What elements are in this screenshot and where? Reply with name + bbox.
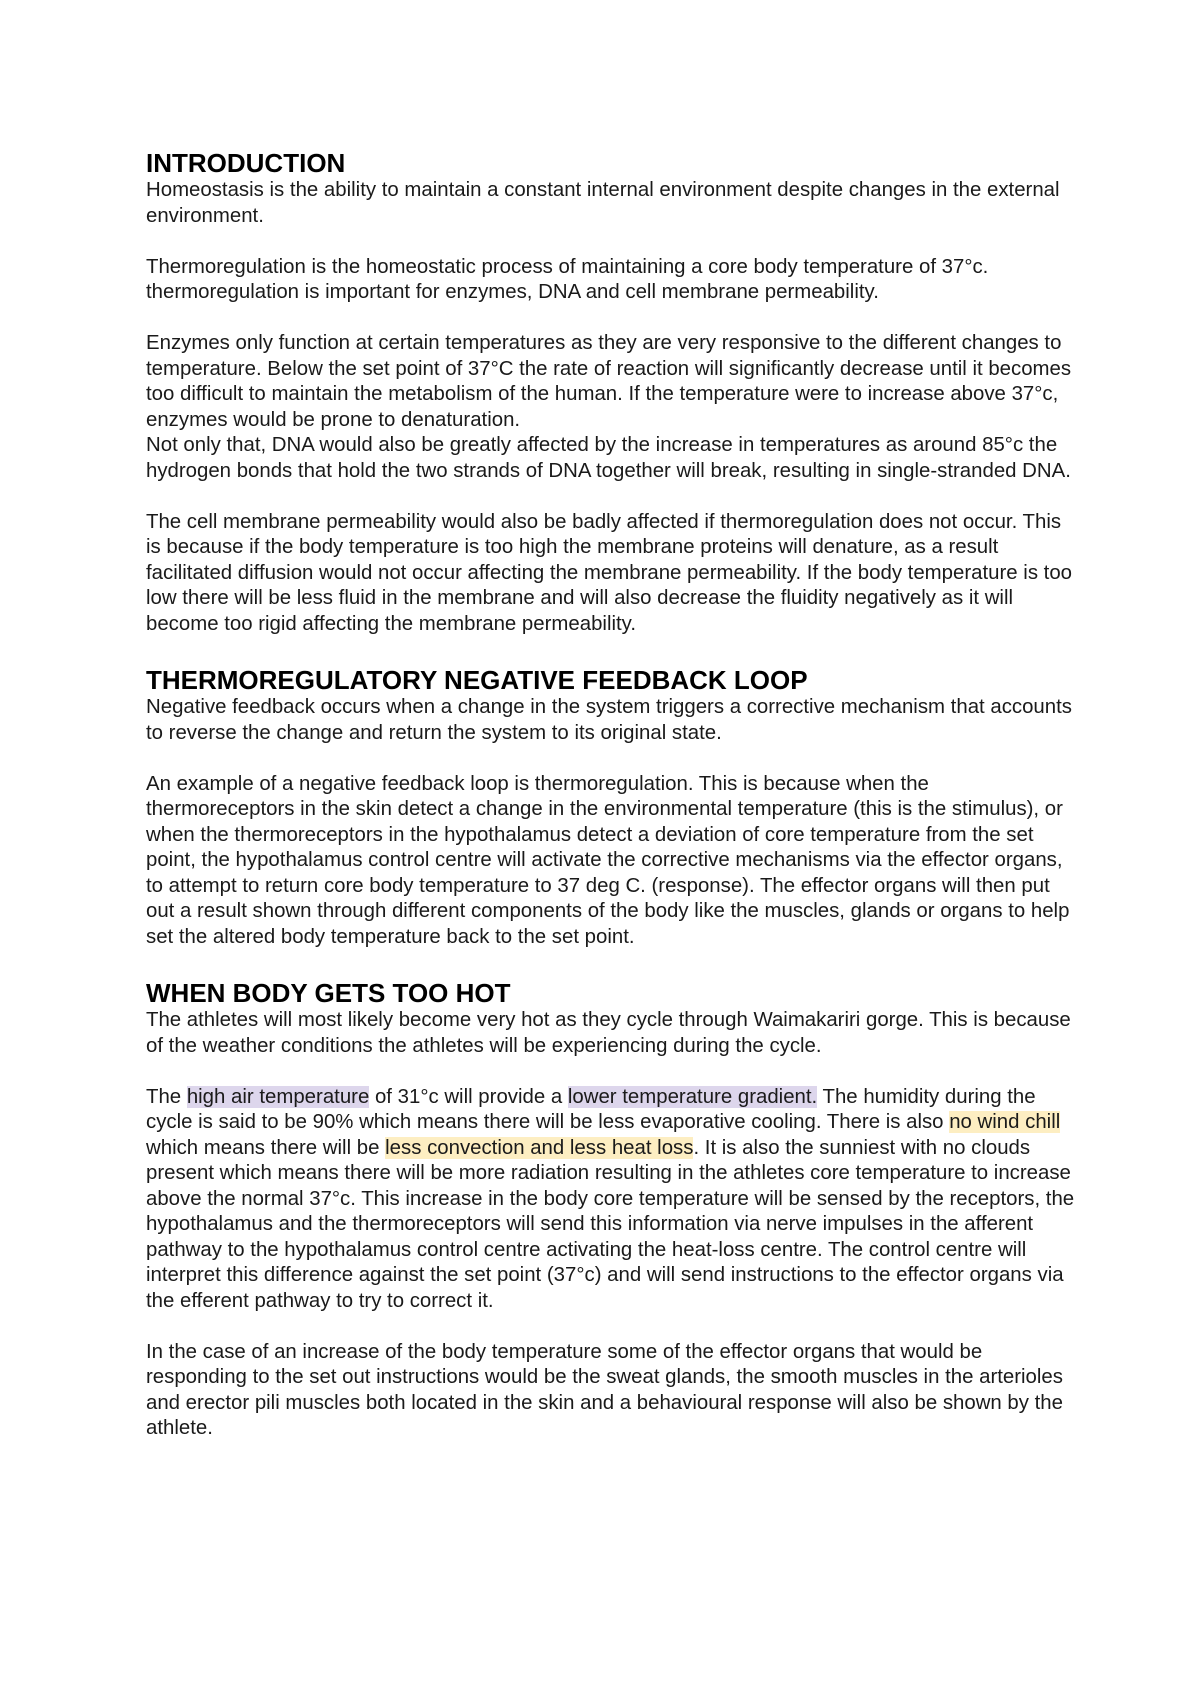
intro-paragraph-2: Thermoregulation is the homeostatic process of maintaining a core body temperature of 37°c. thermoregulation is important for enzymes, DNA and cell membrane permeability. xyxy=(146,255,989,303)
intro-paragraph-1: Homeostasis is the ability to maintain a constant internal environment despite changes in the external environment. xyxy=(146,179,1060,227)
highlight-high-air-temperature: high air temperature xyxy=(186,1085,370,1108)
feedback-paragraph-2: An example of a negative feedback loop is thermoregulation. This is because when the thermoreceptors in the skin detect a change in the environmental temperature (this is the stimulus), or when the thermoreceptors in the hypothalamus detect a deviation of core temperature from the set point, the hypothalamus control centre will activate the corrective mechanisms via the effector organs, to attempt to return core body temperature to 37 deg C. (response). The effector organs will then put out a result shown through different components of the body like the muscles, glands or organs to help set the altered body temperature back to the set point. xyxy=(146,772,1070,948)
feedback-paragraph-1: Negative feedback occurs when a change in the system triggers a corrective mechanism that accounts to reverse the change and return the system to its original state. xyxy=(146,696,1072,744)
hot-heading: WHEN BODY GETS TOO HOT xyxy=(146,978,511,1008)
intro-paragraph-5: The cell membrane permeability would also be badly affected if thermoregulation does not occur. This is because if the body temperature is too high the membrane proteins will denature, as a result facilitated diffusion would not occur affecting the membrane permeability. If the body temperature is too low there will be less fluid in the membrane and will also decrease the fluidity negatively as it will become too rigid affecting the membrane permeability. xyxy=(146,510,1073,635)
hot-p2-text-5: . It is also the sunniest with no clouds present which means there will be more radiation resulting in the athletes core temperature to increase above the normal 37°c. This increase in the body core temperature will be sensed by the receptors, the hypothalamus and the thermoreceptors will send this information via nerve impulses in the afferent pathway to the hypothalamus control centre activating the heat-loss centre. The control centre will interpret this difference against the set point (37°c) and will send instructions to the effector organs via the efferent pathway to try to correct it. xyxy=(146,1136,1075,1312)
intro-paragraph-3: Enzymes only function at certain temperatures as they are very responsive to the different changes to temperature. Below the set point of 37°C the rate of reaction will significantly decrease until it becomes too difficult to maintain the metabolism of the human. If the temperature were to increase above 37°c, enzymes would be prone to denaturation. xyxy=(146,332,1072,431)
hot-p2-text-4: which means there will be xyxy=(146,1136,386,1159)
intro-paragraph-4: Not only that, DNA would also be greatly affected by the increase in temperatures as around 85°c the hydrogen bonds that hold the two strands of DNA together will break, resulting in single-stranded DNA. xyxy=(146,434,1071,482)
feedback-heading: THERMOREGULATORY NEGATIVE FEEDBACK LOOP xyxy=(146,665,808,695)
hot-paragraph-1: The athletes will most likely become very hot as they cycle through Waimakariri gorge. This is because of the weather conditions the athletes will be experiencing during the cycle. xyxy=(146,1009,1071,1057)
hot-p2-text-1: The xyxy=(146,1085,187,1108)
highlight-no-wind-chill: no wind chill xyxy=(949,1111,1061,1133)
highlight-lower-temperature-gradient: lower temperature gradient. xyxy=(567,1085,818,1108)
highlight-less-convection: less convection and less heat loss xyxy=(385,1136,694,1159)
hot-paragraph-3: In the case of an increase of the body temperature some of the effector organs that would be responding to the set out instructions would be the sweat glands, the smooth muscles in the arterioles and erector pili muscles both located in the skin and a behavioural response will also be shown by the athlete. xyxy=(146,1340,1063,1439)
hot-paragraph-2 xyxy=(146,1085,1076,1315)
hot-p2-text-2: of 31°c will provide a xyxy=(369,1085,568,1108)
intro-heading: INTRODUCTION xyxy=(146,148,346,178)
hot-p2-text-3: The humidity during the cycle is said to be 90% which means there will be less evaporative cooling. There is also xyxy=(146,1085,1036,1133)
document-page xyxy=(146,148,1076,1467)
